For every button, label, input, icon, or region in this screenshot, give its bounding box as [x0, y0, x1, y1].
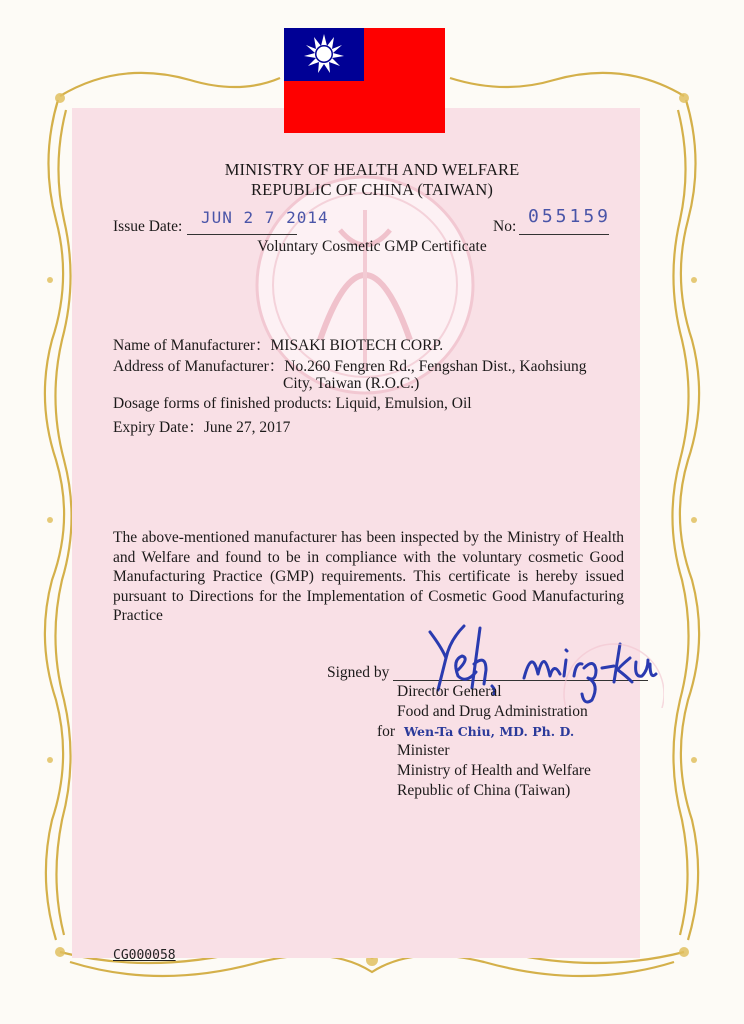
certificate-number-stamp: 055159 [528, 206, 612, 227]
minister-organization: Ministry of Health and Welfare [397, 762, 591, 779]
signed-by-label: Signed by [327, 664, 390, 681]
minister-title: Minister [397, 742, 450, 759]
compliance-statement: The above-mentioned manufacturer has been inspected by the Ministry of Health and Welfare and found to be in compliance with the voluntary cosmetic Good Manufacturing Practice (GMP) requirements. This certificate is hereby issued pursuant to Directions for the Implementation of Cosmetic Good Manufacturing Practice [113, 529, 624, 624]
issue-date-label: Issue Date: [113, 218, 183, 235]
certificate-title: Voluntary Cosmetic GMP Certificate [257, 238, 487, 255]
expiry-date: Expiry Date：June 27, 2017 [113, 419, 291, 436]
certificate-number-label: No: [493, 218, 517, 235]
manufacturer-name: Name of Manufacturer：MISAKI BIOTECH CORP. [113, 337, 444, 354]
signer-title: Director General [397, 683, 502, 700]
minister-country: Republic of China (Taiwan) [397, 782, 571, 799]
certificate-number-underline [519, 234, 609, 235]
roc-flag-icon [284, 28, 445, 133]
manufacturer-address-line1: Address of Manufacturer：No.260 Fengren Rd., Fengshan Dist., Kaohsiung [113, 358, 587, 375]
manufacturer-address-line2: City, Taiwan (R.O.C.) [283, 375, 420, 392]
issue-date-underline [187, 234, 297, 235]
issue-date-stamp: JUN 2 7 2014 [201, 208, 329, 227]
signer-organization: Food and Drug Administration [397, 703, 588, 720]
minister-name-stamp: Wen-Ta Chiu, MD. Ph. D. [404, 724, 575, 739]
dosage-forms: Dosage forms of finished products: Liquid, Emulsion, Oil [113, 395, 472, 412]
ministry-title: MINISTRY OF HEALTH AND WELFARE [224, 160, 520, 179]
country-title: REPUBLIC OF CHINA (TAIWAN) [251, 180, 493, 199]
serial-number: CG000058 [113, 948, 176, 963]
for-label: for [377, 723, 396, 740]
